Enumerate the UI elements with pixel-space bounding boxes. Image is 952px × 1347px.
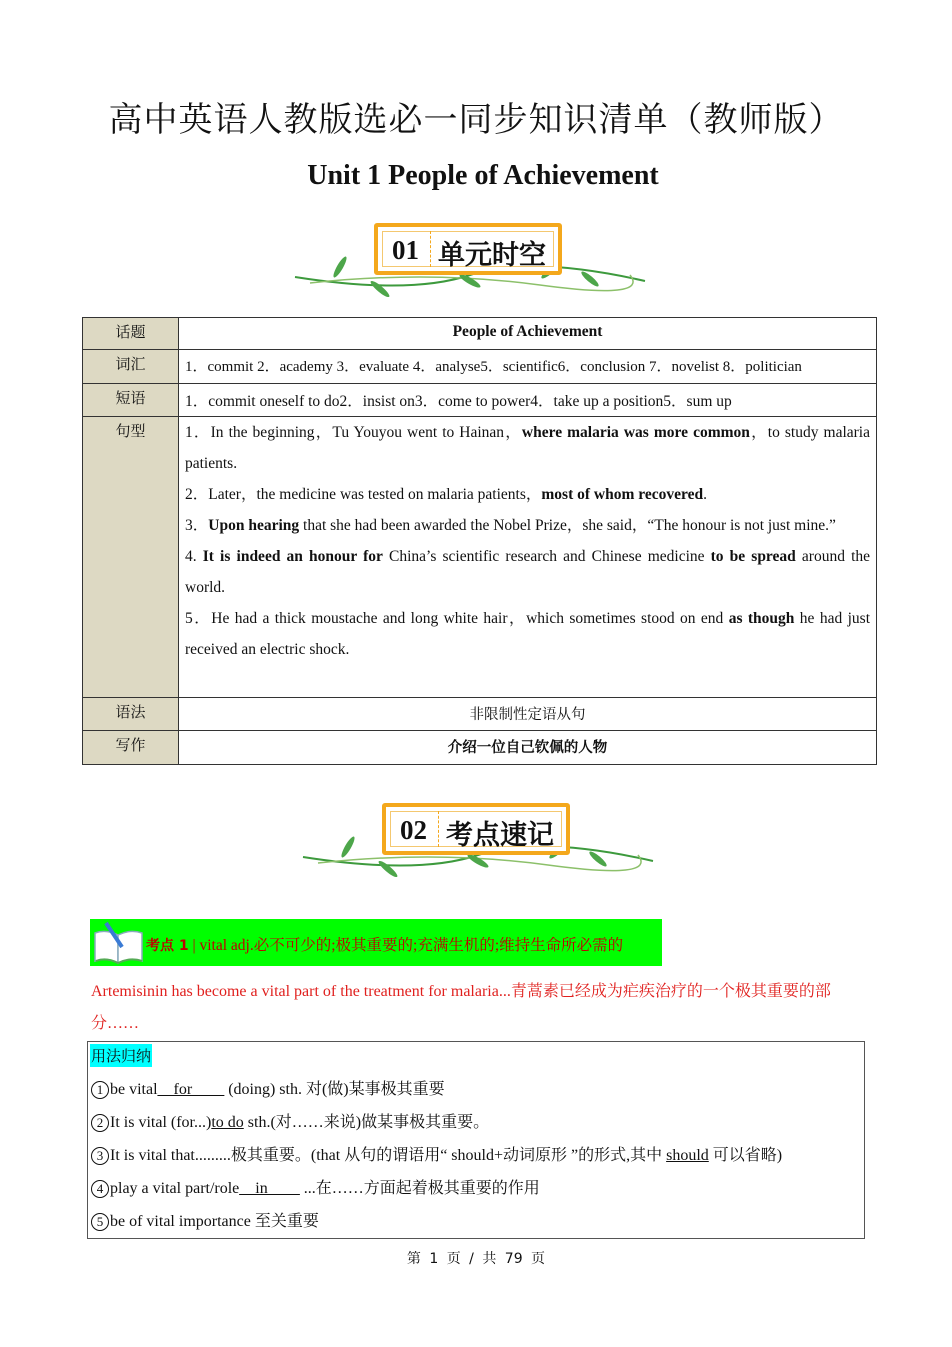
- writing-value: 介绍一位自己钦佩的人物: [179, 731, 877, 765]
- section-number: 02: [400, 815, 427, 845]
- sentence-item: [185, 417, 870, 479]
- sentence-item: [185, 603, 870, 665]
- book-pencil-icon: [92, 921, 146, 965]
- sentences-header: 句型: [83, 417, 179, 698]
- usage-meaning: sth.(对……来说)做某事极其重要。: [243, 1114, 490, 1131]
- sentence-key-phrase: to be spread: [710, 548, 796, 565]
- sentence-key-phrase: as though: [728, 610, 795, 627]
- usage-item: [91, 1175, 540, 1198]
- usage-item: [91, 1208, 319, 1231]
- usage-number: 2: [91, 1114, 109, 1132]
- phrases-header: 短语: [83, 384, 179, 417]
- sentences-list: [179, 417, 877, 698]
- sentence-key-phrase: most of whom recovered: [541, 486, 704, 503]
- sentence-text: .: [703, 486, 707, 503]
- usage-number: 1: [91, 1081, 109, 1099]
- usage-box: [87, 1041, 865, 1239]
- sentence-text: he had just received an electric shock.: [185, 610, 870, 658]
- usage-item: [91, 1109, 489, 1132]
- grammar-value: 非限制性定语从句: [179, 698, 877, 731]
- phrases-value: 1．commit oneself to do2．insist on3．come to power4．take up a position5．sum up: [179, 384, 877, 417]
- usage-meaning: (doing) sth. 对(做)某事极其重要: [224, 1081, 445, 1098]
- kaodian-text: | vital adj.必不可少的;极其重要的;充满生机的;维持生命所必需的: [188, 937, 624, 954]
- usage-title: 用法归纳: [90, 1044, 152, 1067]
- sentence-text: 4.: [185, 548, 203, 565]
- usage-text: play a vital part/role: [110, 1180, 240, 1197]
- grammar-header: 语法: [83, 698, 179, 731]
- usage-text: It is vital that.........极其重要。(that 从句的谓语用“ should+动词原形 ”的形式,其中: [110, 1147, 667, 1164]
- sentence-key-phrase: Upon hearing: [208, 517, 300, 534]
- section-banner-1: [290, 215, 650, 305]
- usage-meaning: 可以省略): [708, 1147, 783, 1164]
- kaodian-header: [90, 919, 662, 966]
- kaodian-label: 考点 1: [146, 938, 189, 954]
- usage-blank: __for____: [157, 1081, 225, 1098]
- usage-blank: __in____: [239, 1180, 300, 1197]
- usage-blank: to do: [211, 1114, 244, 1131]
- unit-title: Unit 1 People of Achievement: [307, 160, 659, 191]
- section-label: 考点速记: [446, 820, 554, 851]
- usage-text: It is vital (for...): [110, 1114, 212, 1131]
- usage-text: be of vital importance 至关重要: [110, 1213, 319, 1230]
- vocab-value: 1．commit 2．academy 3．evaluate 4．analyse5．scientific6．conclusion 7．novelist 8．politician: [179, 350, 877, 384]
- usage-meaning: ...在……方面起着极其重要的作用: [299, 1180, 540, 1197]
- sentence-text: around the world.: [185, 548, 871, 596]
- sentence-text: ，to study malaria patients.: [185, 424, 870, 472]
- section-banner-2: [298, 795, 658, 885]
- usage-item: [91, 1076, 445, 1099]
- example-sentence: Artemisinin has become a vital part of the treatment for malaria...青蒿素已经成为疟疾治疗的一个极其重要的部分……: [91, 983, 831, 1032]
- sentence-text: 2．Later，the medicine was tested on malaria patients，: [185, 486, 542, 503]
- usage-number: 5: [91, 1213, 109, 1231]
- sentence-text: 1．In the beginning，Tu Youyou went to Hainan，: [185, 424, 522, 441]
- sentence-text: 3．: [185, 517, 209, 534]
- usage-text: be vital: [110, 1081, 158, 1098]
- section-number: 01: [392, 235, 419, 265]
- sentence-text: China’s scientific research and Chinese medicine: [382, 548, 711, 565]
- topic-header: 话题: [83, 318, 179, 350]
- usage-blank: should: [666, 1147, 709, 1164]
- usage-number: 3: [91, 1147, 109, 1165]
- unit-overview-table: [82, 317, 877, 765]
- sentence-item: [185, 479, 870, 510]
- usage-number: 4: [91, 1180, 109, 1198]
- sentence-key-phrase: It is indeed an honour for: [202, 548, 383, 565]
- usage-item: [91, 1142, 782, 1165]
- vocab-header: 词汇: [83, 350, 179, 384]
- page-title: 高中英语人教版选必一同步知识清单（教师版）: [108, 100, 844, 140]
- topic-value: People of Achievement: [179, 318, 877, 350]
- page-footer: 第 1 页 / 共 79 页: [406, 1251, 546, 1267]
- sentence-text: that she had been awarded the Nobel Prize，she said，“The honour is not just mine.”: [299, 517, 836, 534]
- sentence-key-phrase: where malaria was more common: [521, 424, 750, 441]
- section-label: 单元时空: [438, 240, 546, 271]
- writing-header: 写作: [83, 731, 179, 765]
- sentence-item: [185, 510, 870, 541]
- sentence-text: 5．He had a thick moustache and long white hair，which sometimes stood on end: [185, 610, 729, 627]
- sentence-item: [185, 541, 870, 603]
